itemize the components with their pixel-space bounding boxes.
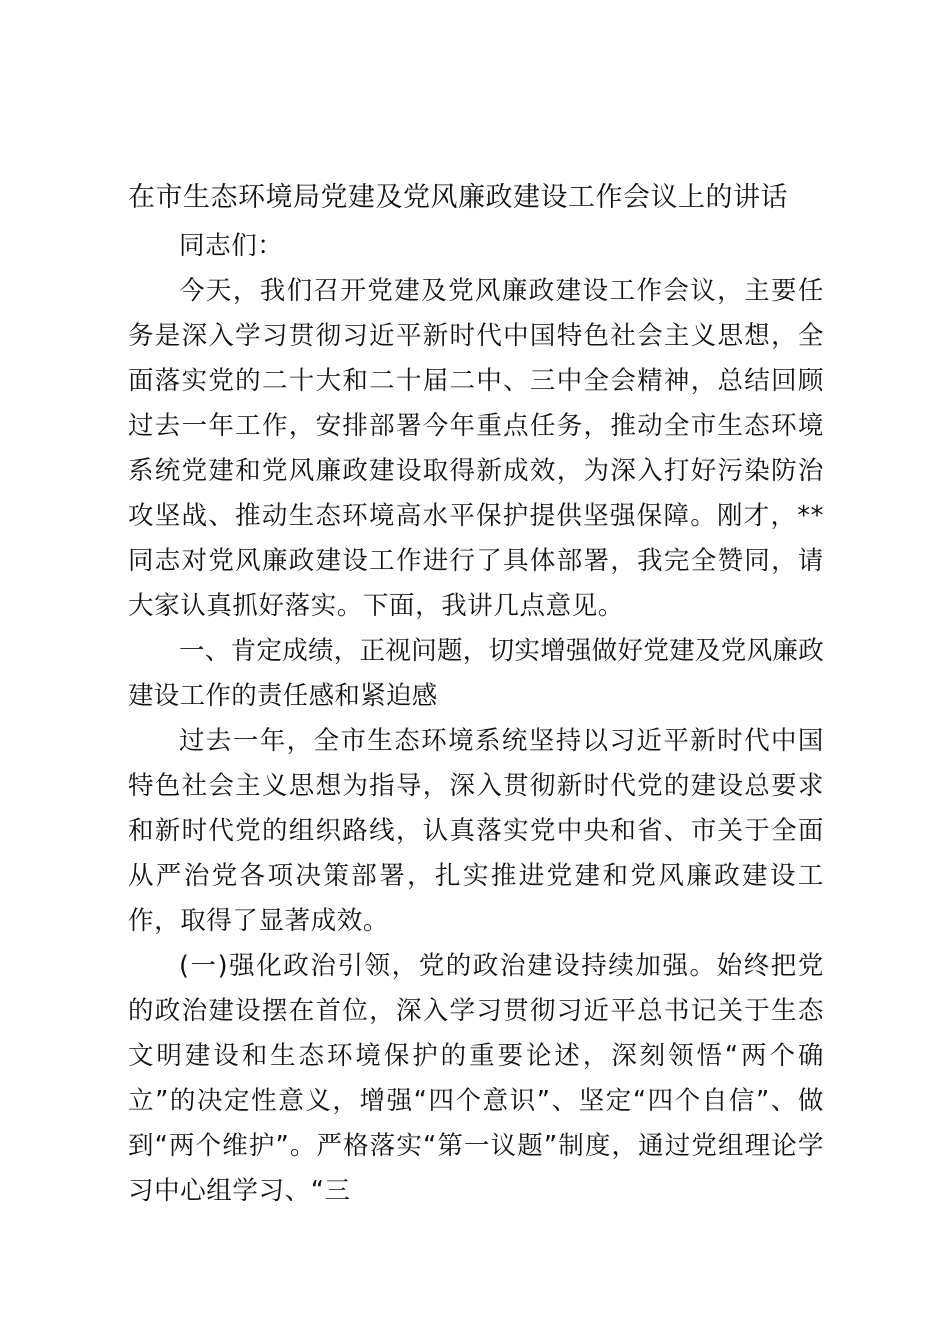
document-body: [128, 224, 824, 1214]
opening-paragraph: 今天，我们召开党建及党风廉政建设工作会议，主要任务是深入学习贯彻习近平新时代中国特色社会主义思想，全面落实党的二十大和二十届二中、三中全会精神，总结回顾过去一年工作，安排部署今年重点任务，推动全市生态环境系统党建和党风廉政建设取得新成效，为深入打好污染防治攻坚战、推动生态环境高水平保护提供坚强保障。刚才，**同志对党风廉政建设工作进行了具体部署，我完全赞同，请大家认真抓好落实。下面，我讲几点意见。: [128, 276, 824, 621]
review-paragraph: 过去一年，全市生态环境系统坚持以习近平新时代中国特色社会主义思想为指导，深入贯彻新时代党的建设总要求和新时代党的组织路线，认真落实党中央和省、市关于全面从严治党各项决策部署，扎实推进党建和党风廉政建设工作，取得了显著成效。: [128, 726, 824, 936]
subsection-paragraph: (一)强化政治引领，党的政治建设持续加强。始终把党的政治建设摆在首位，深入学习贯彻习近平总书记关于生态文明建设和生态环境保护的重要论述，深刻领悟“两个确立”的决定性意义，增强“四个意识”、坚定“四个自信”、做到“两个维护”。严格落实“第一议题”制度，通过党组理论学习中心组学习、“三: [128, 951, 824, 1206]
salutation-paragraph: 同志们：: [179, 231, 284, 261]
document-title: 在市生态环境局党建及党风廉政建设工作会议上的讲话: [128, 182, 788, 213]
section-heading: 一、肯定成绩，正视问题，切实增强做好党建及党风廉政建设工作的责任感和紧迫感: [128, 636, 825, 711]
